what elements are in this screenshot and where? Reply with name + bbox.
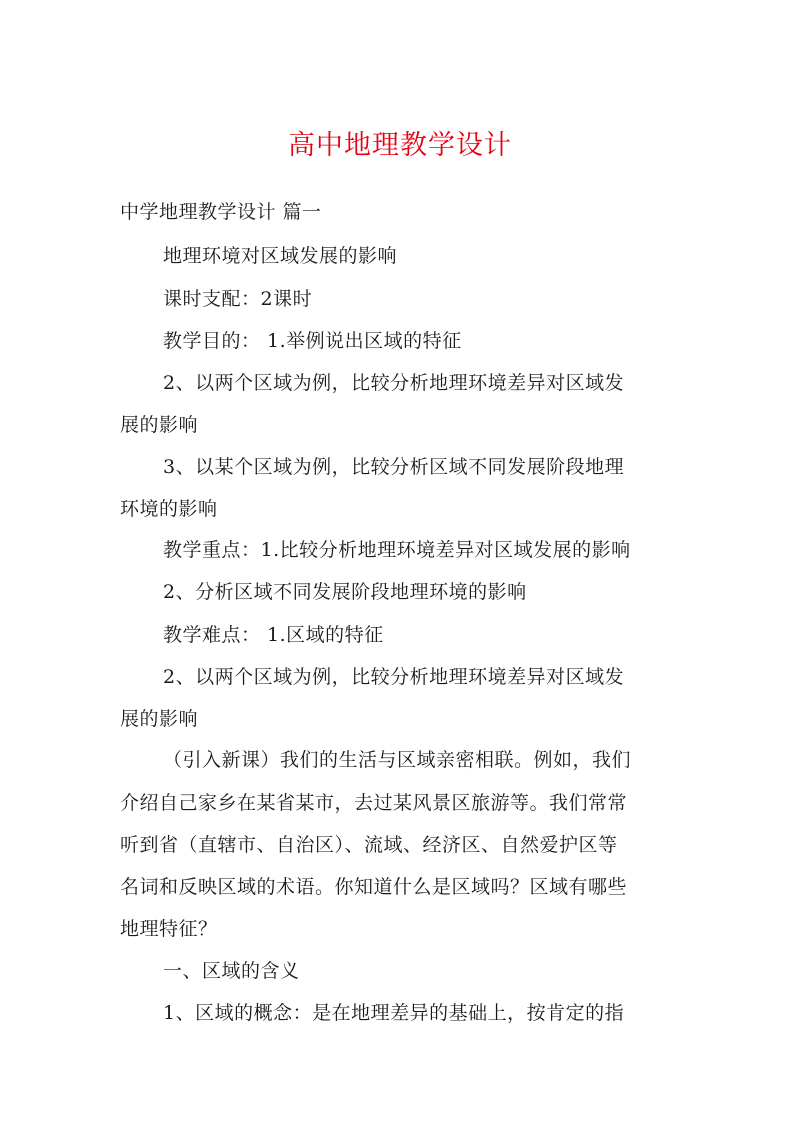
- paragraph-line: 听到省（直辖市、自治区）、流域、经济区、自然爱护区等: [120, 834, 618, 856]
- paragraph-line: 环境的影响: [120, 498, 218, 520]
- paragraph-line: （引入新课）我们的生活与区域亲密相联。例如，我们: [163, 749, 632, 771]
- paragraph-line: 3、以某个区域为例，比较分析区域不同发展阶段地理: [163, 456, 625, 478]
- paragraph-line: 教学重点：1.比较分析地理环境差异对区域发展的影响: [163, 539, 631, 561]
- paragraph-line: 地理环境对区域发展的影响: [163, 245, 398, 267]
- paragraph-line: 教学目的： 1.举例说出区域的特征: [163, 330, 462, 352]
- paragraph-line: 1、区域的概念：是在地理差异的基础上，按肯定的指: [163, 1002, 625, 1024]
- paragraph-line: 地理特征？: [120, 918, 218, 940]
- paragraph-line: 2、以两个区域为例，比较分析地理环境差异对区域发: [163, 372, 625, 394]
- document-title: 高中地理教学设计: [288, 130, 512, 161]
- paragraph-line: 介绍自己家乡在某省某市，去过某风景区旅游等。我们常常: [120, 792, 628, 814]
- paragraph-line: 教学难点： 1.区域的特征: [163, 624, 384, 646]
- section-heading: 中学地理教学设计 篇一: [120, 201, 322, 223]
- paragraph-line: 2、以两个区域为例，比较分析地理环境差异对区域发: [163, 666, 625, 688]
- paragraph-line: 展的影响: [120, 414, 199, 436]
- paragraph-line: 展的影响: [120, 708, 199, 730]
- paragraph-line: 课时支配：2课时: [163, 288, 313, 310]
- paragraph-line: 名词和反映区域的术语。你知道什么是区域吗？区域有哪些: [120, 876, 628, 898]
- section-heading: 一、区域的含义: [163, 960, 300, 982]
- paragraph-line: 2、分析区域不同发展阶段地理环境的影响: [163, 581, 527, 603]
